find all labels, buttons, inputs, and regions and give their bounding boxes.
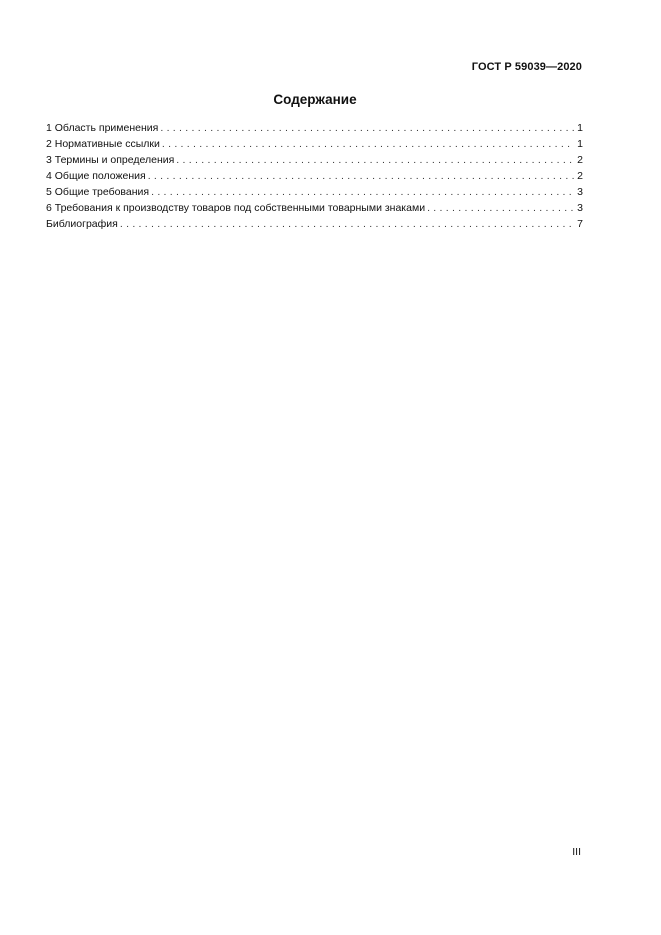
toc-item-label: Библиография [46, 218, 118, 230]
toc-item-bibliography[interactable] [46, 216, 583, 232]
toc-item-page: 7 [577, 218, 583, 230]
toc-dot-leader [162, 136, 574, 152]
page-number: III [572, 846, 581, 858]
toc-title: Содержание [273, 92, 357, 107]
toc-item-page: 2 [577, 170, 583, 182]
toc-item-page: 1 [577, 138, 583, 150]
toc-item-page: 3 [577, 186, 583, 198]
toc-dot-leader [151, 184, 574, 200]
toc-dot-leader [176, 152, 574, 168]
toc-item-label: 1 Область применения [46, 122, 159, 134]
toc-item-label: 4 Общие положения [46, 170, 146, 182]
toc-item-label: 6 Требования к производству товаров под собственными товарными знаками [46, 202, 426, 214]
document-code: ГОСТ Р 59039—2020 [471, 61, 582, 73]
toc-item-normative-references[interactable] [46, 136, 583, 152]
toc-dot-leader [120, 216, 574, 232]
toc-item-page: 2 [577, 154, 583, 166]
toc-list [46, 120, 583, 232]
toc-dot-leader [160, 120, 574, 136]
toc-item-label: 5 Общие требования [46, 186, 150, 198]
toc-item-page: 1 [577, 122, 583, 134]
toc-item-scope[interactable] [46, 120, 583, 136]
toc-item-label: 3 Термины и определения [46, 154, 175, 166]
toc-dot-leader [148, 168, 574, 184]
toc-item-general-requirements[interactable] [46, 184, 583, 200]
toc-item-general-provisions[interactable] [46, 168, 583, 184]
toc-dot-leader [427, 200, 574, 216]
toc-item-terms-definitions[interactable] [46, 152, 583, 168]
toc-item-private-label-requirements[interactable] [46, 200, 583, 216]
toc-item-label: 2 Нормативные ссылки [46, 138, 160, 150]
toc-item-page: 3 [577, 202, 583, 214]
